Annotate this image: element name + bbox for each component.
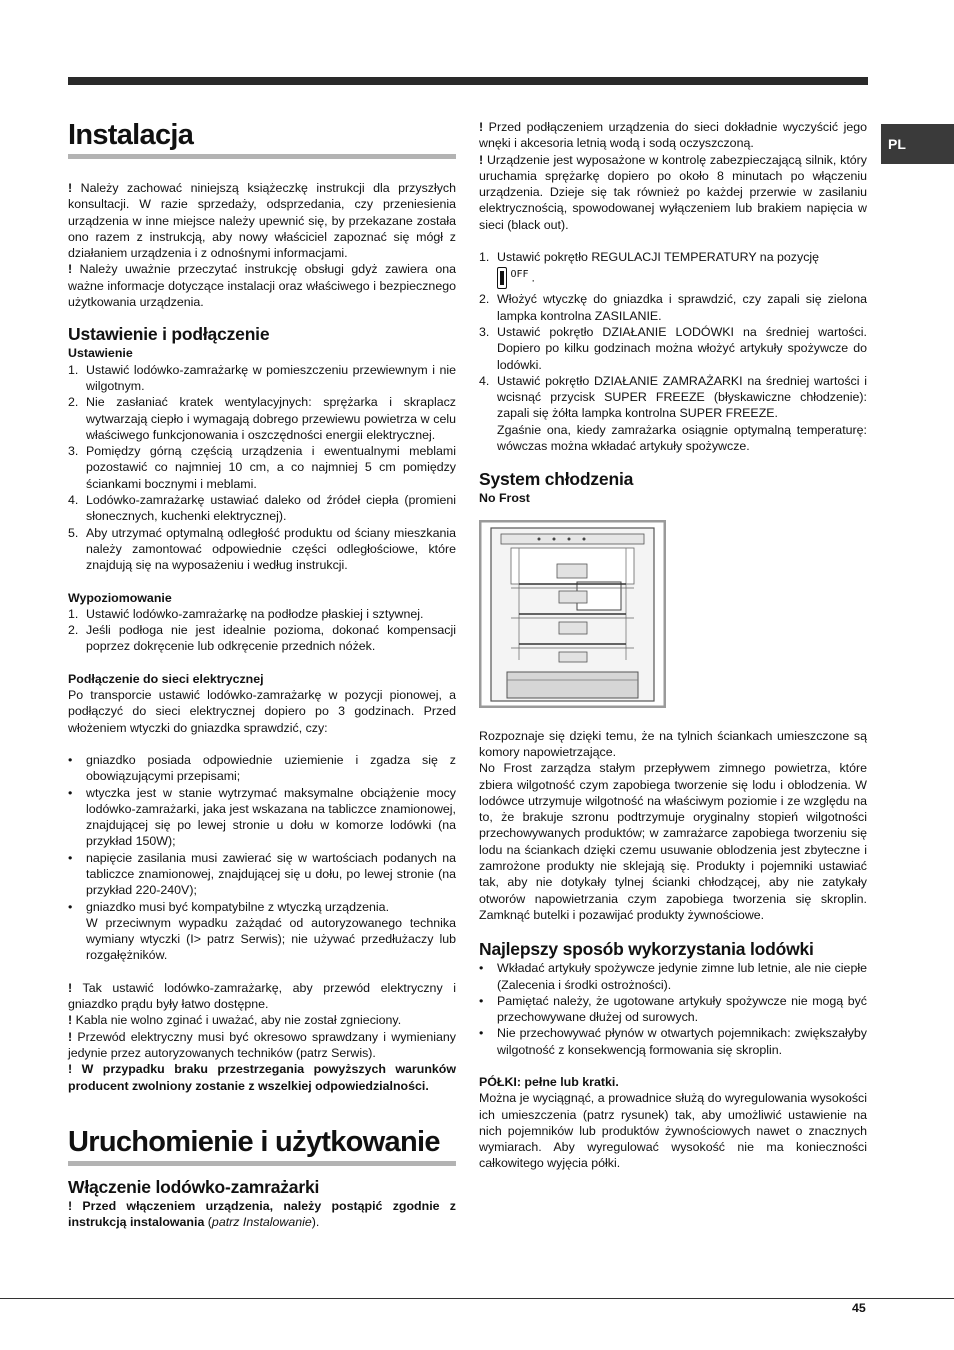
list-item: 2. Nie zasłaniać kratek wentylacyjnych: sprężarka i skraplacz wytwarzają ciepło i wymagają dobrego przewiewu powietrza w celu właściwego funkcjonowania i oszczędności energii elektrycznej. — [68, 395, 456, 442]
list-item: • Wkładać artykuły spożywcze jedynie zimne lub letnie, ale nie ciepłe (Zalecenia i środki ostrożności). — [479, 961, 867, 992]
startup-steps — [479, 249, 867, 454]
list-item: 3. Ustawić pokrętło DZIAŁANIE LODÓWKI na średniej wartości. Dopiero po kilku godzinach można włożyć artykuły spożywcze do lodówki. — [479, 324, 867, 372]
list-item: 3. Pomiędzy górną częścią urządzenia i ewentualnymi meblami pozostawić co najmniej 10 cm, a co najmniej 5 cm pomiędzy ściankami bocznymi i meblami. — [68, 444, 456, 491]
knob-off-icon: OFF — [497, 267, 529, 289]
page-title: Instalacja — [68, 118, 456, 159]
page-number: 45 — [852, 1301, 866, 1315]
bold-warning: ! W przypadku braku przestrzegania powyższych warunków producent zwolniony zostanie z wszelkiej odpowiedzialności. — [68, 1062, 456, 1093]
list-item: 2. Włożyć wtyczkę do gniazdka i sprawdzić, czy zapali się zielona lampka kontrolna ZASILANIE. — [479, 292, 867, 323]
section-heading-najlepszy-sposob: Najlepszy sposób wykorzystania lodówki — [479, 939, 814, 960]
section-heading-ustawienie-podlaczenie: Ustawienie i podłączenie — [68, 324, 270, 345]
warning-note-2: ! Kabla nie wolno zginać i uważać, aby nie został zgnieciony. — [68, 1013, 402, 1028]
podlaczenie-bullets — [68, 752, 456, 964]
intro-note-1: ! Należy zachować niniejszą książeczkę instrukcji dla przyszłych konsultacji. W razie sprzedaży, odsprzedania, czy przeniesienia urządzenia w inne miejsce należy upewnić się, by przekazane została ono razem z instrukcją, aby nowy właściciel zapoznać się mógł z działaniem urządzenia i z odnośnymi informacjami. — [68, 181, 456, 261]
list-item: 1. Ustawić pokrętło REGULACJI TEMPERATURY na pozycję $^{OFF}$ . — [479, 249, 867, 291]
subheading-no-frost: No Frost — [479, 491, 530, 506]
subheading-wypoziomowanie: Wypoziomowanie — [68, 590, 172, 605]
list-item: • Nie przechowywać płynów w otwartych pojemnikach: zwiększałyby wilgotność z konsekwencją formowania się skroplin. — [479, 1026, 867, 1057]
list-item: 2. Jeśli podłoga nie jest idealnie pozioma, dokonać kompensacji poprzez dokręcenie lub odkręcenie przednich nóżek. — [68, 623, 456, 654]
right-column — [479, 119, 867, 1172]
warning-note-3: ! Przewód elektryczny musi być okresowo sprawdzany i wymieniany jedynie przez autoryzowanych techników (patrz Serwis). — [68, 1029, 456, 1060]
list-item: • napięcie zasilania musi zawierać się w wartościach podanych na tabliczce znamionowej, znajdującej się u dołu, po lewej stronie (na przykład 220-240V); — [68, 850, 456, 898]
fridge-interior-illustration — [479, 520, 666, 708]
podlaczenie-text: Po transporcie ustawić lodówko-zamrażarkę w pozycji pionowej, a podłączyć do sieci elektrycznej dopiero po 3 godzinach. Przed włożeniem wtyczki do gniazdka sprawdzić, czy: — [68, 688, 456, 735]
ustawienie-list — [68, 362, 456, 574]
no-frost-text-1: Rozpoznaje się dzięki temu, że na tylnich ściankach umieszczone są komory napowietrzające. — [479, 728, 867, 759]
wlaczenie-note: ! Przed włączeniem urządzenia, należy postąpić zgodnie z instrukcją instalowania (patrz Instalowanie). — [68, 1198, 456, 1230]
list-item: 4. Ustawić pokrętło DZIAŁANIE ZAMRAŻARKI na średniej wartości i wcisnąć przycisk SUPER FREEZE (błyskawiczne chłodzenie): zapali się żółta lampka kontrolna SUPER FREEZE. Zgaśnie ona, kiedy zamrażarka osiągnie optymalną temperaturę: wówczas można wkładać artykuły spożywcze. — [479, 373, 867, 454]
warning-note-1: ! Tak ustawić lodówko-zamrażarkę, aby przewód elektryczny i gniazdko prądu były łatwo dostępne. — [68, 980, 456, 1012]
list-item: 5. Aby utrzymać optymalną odległość produktu od ściany mieszkania należy zamontować odpowiednie części odległościowe, które znajdują się na wyposażeniu i według instrukcji. — [68, 525, 456, 573]
list-item: 4. Lodówko-zamrażarkę ustawiać daleko od źródeł ciepła (promieni słonecznych, kuchenki elektrycznej). — [68, 493, 456, 524]
intro-note-2: ! Należy uważnie przeczytać instrukcję obsługi gdyż zawiera ona ważne informacje dotyczące instalacji oraz właściwego i bezpiecznego użytkowania urządzenia. — [68, 262, 456, 310]
subheading-podlaczenie: Podłączenie do sieci elektrycznej — [68, 671, 264, 686]
subheading-polki: PÓŁKI: pełne lub kratki. — [479, 1074, 619, 1089]
section-heading-system-chlodzenia: System chłodzenia — [479, 469, 634, 490]
list-item: • gniazdko musi być kompatybilne z wtyczką urządzenia. W przeciwnym wypadku zażądać od autoryzowanego technika wymiany wtyczki (I> patrz Serwis); nie używać przedłużaczy lub rozgałężników. — [68, 899, 456, 963]
subheading-ustawienie: Ustawienie — [68, 346, 133, 361]
left-column — [68, 118, 456, 1230]
motor-warning: ! Urządzenie jest wyposażone w kontrolę zabezpieczającą silnik, który uruchamia sprężarkę dopiero po około 8 minutach po włączeniu urządzenia. Dzieje się tak również po każdej przerwie w zasilaniu elektrycznością, spowodowanej wyłączeniem lub brakiem napięcia w sieci (black out). — [479, 152, 867, 232]
list-item: 1. Ustawić lodówko-zamrażarkę w pomieszczeniu przewiewnym i nie wilgotnym. — [68, 362, 456, 393]
page-title-2: Uruchomienie i użytkowanie — [68, 1125, 456, 1166]
best-use-bullets — [479, 960, 867, 1058]
list-item: • gniazdko posiada odpowiednie uziemienie i zgadza się z obowiązującymi przepisami; — [68, 752, 456, 784]
footer-rule — [0, 1298, 954, 1299]
clean-warning: ! Przed podłączeniem urządzenia do sieci dokładnie wyczyścić jego wnęki i akcesoria letnią wodą i sodą oczyszczoną. — [479, 120, 867, 151]
top-rule — [68, 77, 868, 85]
polki-text: Można je wyciągnąć, a prowadnice służą do wyregulowania wysokości ich umieszczenia (patrz rysunek) tak, aby umożliwić ustawienie na nich pojemników lub produktów żywnościowych nawet o znacznych wymiarach. Aby wyregulować wysokość nie ma konieczności całkowitego wyjęcia półki. — [479, 1091, 867, 1171]
no-frost-text-2: No Frost zarządza stałym przepływem zimnego powietrza, które zbiera wilgotność czym zapobiega tworzenie się lodu i oblodzenia. W lodówce utrzymuje wilgotność na właściwym poziomie i ze względu na to, że brakuje szronu podtrzymuje oryginalny stopień wilgotności przechowywanych produktów; w zamrażarce zapobiega tworzeniu się lodu na ściankach dzięki czemu usuwanie oblodzenia jest zbyteczne i zamrożone produkty nie sklejają się. Produkty i pojemniki ustawiać tak, aby nie dotykały tylnej ścianki chłodzącej, aby nie zatykały otworów napowietrzania czym zapobiega tworzenia się skroplin. Zamknąć butelki i pozawijać produkty żywnościowe. — [479, 761, 867, 922]
list-item: 1. Ustawić lodówko-zamrażarkę na podłodze płaskiej i sztywnej. — [68, 606, 424, 621]
language-tab: PL — [881, 124, 954, 164]
list-item: • wtyczka jest w stanie wytrzymać maksymalne obciążenie mocy lodówko-zamrażarki, jaka jest wskazana na tabliczce znamionowej, znajdującej się po lewej stronie u dołu w komorze lodówki (na przykład 150W); — [68, 785, 456, 849]
list-item: • Pamiętać należy, że ugotowane artykuły spożywcze nie mogą być przechowywane dłużej od surowych. — [479, 993, 867, 1025]
wypoziomowanie-list — [68, 606, 456, 655]
section-heading-wlaczenie: Włączenie lodówko-zamrażarki — [68, 1176, 320, 1197]
